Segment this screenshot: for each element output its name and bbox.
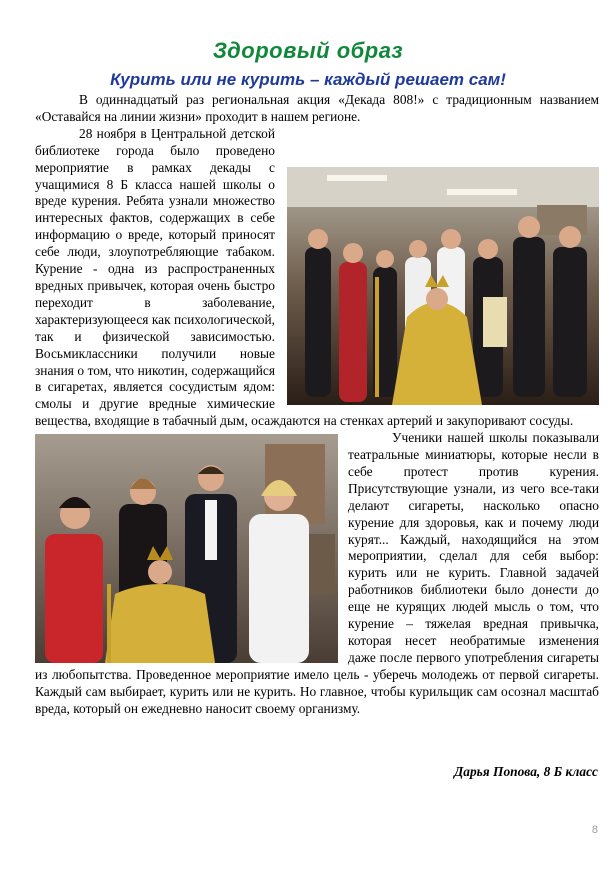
article-author-signature: Дарья Попова, 8 Б класс — [454, 764, 598, 779]
photo-group-library-event — [287, 167, 599, 405]
magazine-section-title: Здоровый образ — [212, 38, 404, 63]
article-headline: Курить или не курить – каждый решает сам! — [110, 70, 506, 89]
article-paragraph-intro: В одиннадцатый раз региональная акция «Декада 808!» с традиционным названием «Оставайся на линии жизни» проходит в нашем регионе. — [35, 92, 599, 124]
article-body — [35, 92, 599, 718]
page-number: 8 — [591, 824, 598, 836]
article-paragraph-performance: Ученики нашей школы показывали театральные миниатюры, которые несли в себе протест против курения. Присутствующие узнали, из чего все-таки делают сигареты, насколько опасно курение для здоровья, как и почему люди курят... Каждый, находящийся на этом мероприятии, сделал для себя выбор: курить или не курить. Главной задачей работников библиотеки было донести до еще не курящих людей мысль о том, что курение – тяжелая вредная привычка, которая несет необратимые изменения даже после первого употребления сигареты из любопытства. Проведенное мероприятие имело цель - уберечь молодежь от первой сигареты. Каждый сам выбирает, курить или не курить. Но главное, чтобы курильщик сам осознал масштаб вреда, который он ежедневно наносит своему организму. — [35, 430, 599, 716]
photo-organizers-illustration — [35, 434, 338, 663]
photo-organizers-and-students — [35, 434, 338, 663]
article-paragraph-event: 28 ноября в Центральной детской библиотеке города было проведено мероприятие в рамках декады с учащимися 8 Б класса нашей школы о вреде курения. Ребята узнали множество интересных фактов, содержащих в себе информацию о вреде, который приносят себе люди, злоупотребляющие табаком. Курение - одна из распространенных вредных привычек, которая очень быстро переходит в заболевание, характеризующееся как психологической, так и физической зависимостью. Восьмиклассники получили новые знания о том, что никотин, содержащийся в сигаретах, является сосудистым ядом: смолы и другие вредные химические вещества, входящие в табачный дым, осаждаются на стенках артерий и закупоривают сосуды. — [35, 125, 574, 429]
photo-group-illustration — [287, 167, 599, 405]
